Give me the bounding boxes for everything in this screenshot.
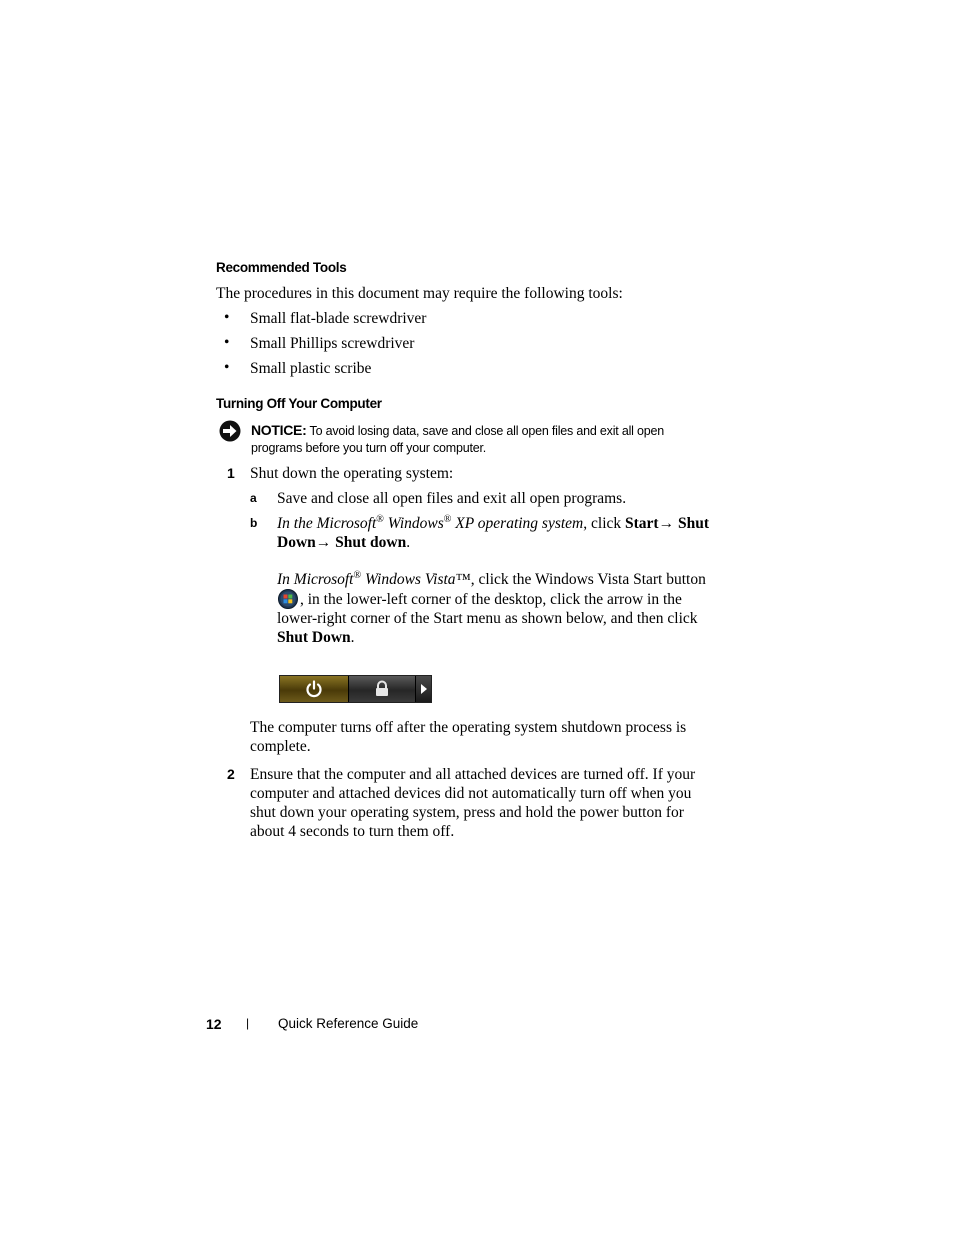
xp-shut-down: Shut down (335, 534, 407, 551)
bullet-icon: • (224, 309, 230, 326)
substep-text: Save and close all open files and exit all open programs. (277, 490, 627, 507)
xp-italic-2: Windows (383, 515, 444, 532)
vista-line-4 (277, 628, 717, 647)
step-number: 2 (227, 766, 235, 782)
power-button[interactable] (280, 676, 348, 702)
step-2-line-1: Ensure that the computer and all attached devices are turned off. If your (250, 766, 696, 783)
registered-mark: ® (353, 569, 362, 581)
bullet-icon: • (224, 359, 230, 376)
vista-line-1-rest: ™, click the Windows Vista Start button (455, 571, 706, 588)
vista-italic-1: In Microsoft (277, 571, 354, 588)
vista-italic-2: Windows Vista (361, 571, 456, 588)
registered-mark: ® (376, 513, 384, 525)
menu-arrow: → (658, 515, 678, 532)
substep-xp-instructions (277, 514, 717, 552)
power-icon (304, 679, 324, 699)
step-2-line-4: about 4 seconds to turn them off. (250, 823, 455, 840)
xp-start-menu: Start (625, 515, 659, 532)
notice-line-1 (251, 422, 721, 440)
xp-line-2 (277, 533, 717, 552)
xp-down: Down (277, 534, 316, 551)
period: . (350, 629, 355, 646)
xp-shut: Shut (677, 515, 709, 532)
vista-line-2-text: , in the lower-left corner of the desktop, click the arrow in the (300, 590, 682, 608)
vista-line-2 (277, 589, 717, 609)
substep-letter: a (250, 491, 257, 505)
substep-letter: b (250, 516, 258, 530)
tools-intro: The procedures in this document may require the following tools: (216, 285, 623, 302)
notice-arrow-icon (219, 420, 241, 442)
after-line-2: complete. (250, 738, 311, 755)
xp-line-1 (277, 514, 717, 533)
xp-click-text: , click (583, 515, 626, 532)
step-2-line-2: computer and attached devices did not automatically turn off when you (250, 785, 692, 802)
vista-line-1 (277, 570, 717, 589)
menu-arrow: → (315, 534, 336, 551)
arrow-right-icon (420, 684, 428, 694)
windows-vista-start-icon (277, 589, 299, 609)
section-heading-recommended-tools: Recommended Tools (216, 260, 347, 275)
tool-item: Small plastic scribe (250, 360, 372, 377)
lock-button[interactable] (349, 676, 415, 702)
page-number: 12 (206, 1016, 222, 1032)
xp-italic-3: XP operating system (451, 515, 584, 532)
vista-shut-down: Shut Down (277, 629, 351, 646)
substep-vista-instructions (277, 570, 717, 647)
registered-mark: ® (443, 513, 452, 525)
notice-label: NOTICE: (251, 422, 307, 438)
step-text: Shut down the operating system: (250, 465, 454, 482)
step-2-line-3: shut down your operating system, press and hold the power button for (250, 804, 684, 821)
lock-icon (373, 680, 391, 698)
period: . (406, 534, 411, 551)
after-shutdown-text (250, 718, 690, 756)
section-heading-turning-off: Turning Off Your Computer (216, 396, 382, 411)
footer-title: Quick Reference Guide (278, 1016, 419, 1031)
after-line-1: The computer turns off after the operating system shutdown process is (250, 719, 687, 736)
step-2-text (250, 765, 720, 841)
footer-separator: | (246, 1016, 250, 1030)
notice-text-1: To avoid losing data, save and close all open files and exit all open (309, 424, 665, 438)
vista-shutdown-bar (279, 675, 432, 703)
step-number: 1 (227, 465, 235, 481)
notice-text-2: programs before you turn off your computer. (251, 441, 487, 455)
tool-item: Small flat-blade screwdriver (250, 310, 427, 327)
bullet-icon: • (224, 334, 230, 351)
shutdown-options-arrow-button[interactable] (416, 676, 431, 702)
tool-item: Small Phillips screwdriver (250, 335, 415, 352)
notice-box (251, 422, 721, 457)
xp-italic-1: In the Microsoft (277, 515, 377, 532)
vista-line-3: lower-right corner of the Start menu as shown below, and then click (277, 610, 698, 627)
